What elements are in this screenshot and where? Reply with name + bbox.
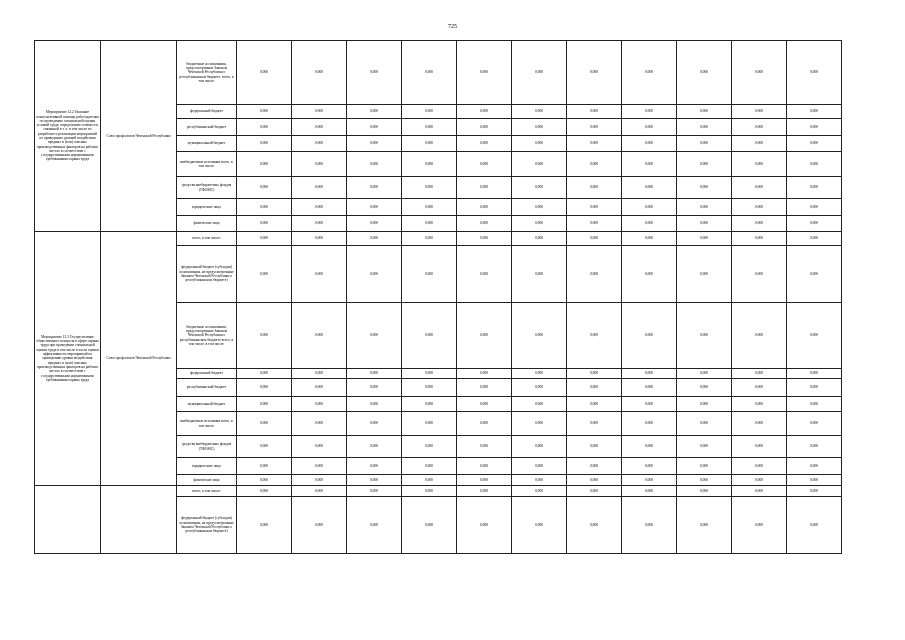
value-cell: 0,000	[237, 136, 292, 152]
value-cell: 0,000	[292, 497, 347, 554]
value-cell: 0,000	[457, 177, 512, 199]
value-cell: 0,000	[237, 152, 292, 177]
value-cell: 0,000	[347, 152, 402, 177]
value-cell: 0,000	[512, 199, 567, 216]
value-cell: 0,000	[567, 379, 622, 397]
value-cell: 0,000	[622, 458, 677, 475]
funding-source-cell: муниципальный бюджет	[177, 397, 237, 412]
value-cell: 0,000	[402, 369, 457, 379]
value-cell: 0,000	[567, 458, 622, 475]
value-cell: 0,000	[622, 105, 677, 119]
value-cell: 0,000	[677, 458, 732, 475]
value-cell: 0,000	[402, 232, 457, 246]
value-cell: 0,000	[567, 246, 622, 303]
value-cell: 0,000	[787, 199, 842, 216]
value-cell: 0,000	[237, 232, 292, 246]
value-cell: 0,000	[622, 303, 677, 369]
value-cell: 0,000	[567, 136, 622, 152]
value-cell: 0,000	[512, 458, 567, 475]
funding-source-cell: физические лица	[177, 216, 237, 232]
funding-source-cell: физические лица	[177, 475, 237, 486]
activity-cell	[35, 486, 101, 554]
value-cell: 0,000	[787, 136, 842, 152]
value-cell: 0,000	[457, 458, 512, 475]
value-cell: 0,000	[292, 397, 347, 412]
value-cell: 0,000	[457, 41, 512, 105]
page-number: 725	[448, 24, 457, 30]
value-cell: 0,000	[622, 397, 677, 412]
value-cell: 0,000	[237, 105, 292, 119]
value-cell: 0,000	[292, 199, 347, 216]
value-cell: 0,000	[787, 475, 842, 486]
value-cell: 0,000	[787, 412, 842, 436]
value-cell: 0,000	[512, 497, 567, 554]
value-cell: 0,000	[567, 412, 622, 436]
value-cell: 0,000	[292, 177, 347, 199]
value-cell: 0,000	[567, 486, 622, 497]
value-cell: 0,000	[787, 41, 842, 105]
value-cell: 0,000	[457, 119, 512, 136]
value-cell: 0,000	[787, 369, 842, 379]
value-cell: 0,000	[402, 199, 457, 216]
value-cell: 0,000	[292, 475, 347, 486]
value-cell: 0,000	[512, 136, 567, 152]
value-cell: 0,000	[402, 105, 457, 119]
value-cell: 0,000	[237, 497, 292, 554]
value-cell: 0,000	[402, 246, 457, 303]
value-cell: 0,000	[622, 379, 677, 397]
funding-source-cell: республиканский бюджет	[177, 379, 237, 397]
value-cell: 0,000	[347, 136, 402, 152]
value-cell: 0,000	[677, 119, 732, 136]
value-cell: 0,000	[457, 379, 512, 397]
value-cell: 0,000	[567, 152, 622, 177]
value-cell: 0,000	[787, 246, 842, 303]
value-cell: 0,000	[787, 232, 842, 246]
value-cell: 0,000	[347, 216, 402, 232]
value-cell: 0,000	[292, 216, 347, 232]
value-cell: 0,000	[622, 232, 677, 246]
funding-source-cell: юридические лица	[177, 458, 237, 475]
value-cell: 0,000	[292, 232, 347, 246]
value-cell: 0,000	[347, 41, 402, 105]
value-cell: 0,000	[457, 412, 512, 436]
funding-source-cell: внебюджетные источники всего, в том числе:	[177, 412, 237, 436]
value-cell: 0,000	[402, 136, 457, 152]
value-cell: 0,000	[347, 486, 402, 497]
table-row	[35, 232, 842, 246]
table-row	[35, 486, 842, 497]
value-cell: 0,000	[457, 232, 512, 246]
value-cell: 0,000	[512, 369, 567, 379]
value-cell: 0,000	[347, 303, 402, 369]
value-cell: 0,000	[347, 199, 402, 216]
value-cell: 0,000	[567, 303, 622, 369]
value-cell: 0,000	[677, 369, 732, 379]
value-cell: 0,000	[787, 397, 842, 412]
value-cell: 0,000	[677, 232, 732, 246]
value-cell: 0,000	[402, 379, 457, 397]
value-cell: 0,000	[347, 232, 402, 246]
value-cell: 0,000	[567, 497, 622, 554]
value-cell: 0,000	[402, 497, 457, 554]
value-cell: 0,000	[622, 177, 677, 199]
value-cell: 0,000	[732, 369, 787, 379]
value-cell: 0,000	[787, 119, 842, 136]
value-cell: 0,000	[732, 475, 787, 486]
value-cell: 0,000	[457, 486, 512, 497]
value-cell: 0,000	[402, 436, 457, 458]
value-cell: 0,000	[402, 152, 457, 177]
value-cell: 0,000	[787, 436, 842, 458]
value-cell: 0,000	[787, 216, 842, 232]
value-cell: 0,000	[732, 152, 787, 177]
value-cell: 0,000	[457, 199, 512, 216]
value-cell: 0,000	[512, 379, 567, 397]
value-cell: 0,000	[457, 397, 512, 412]
value-cell: 0,000	[677, 177, 732, 199]
value-cell: 0,000	[237, 379, 292, 397]
value-cell: 0,000	[787, 105, 842, 119]
funding-source-cell: всего, в том числе:	[177, 232, 237, 246]
value-cell: 0,000	[567, 475, 622, 486]
value-cell: 0,000	[622, 199, 677, 216]
value-cell: 0,000	[677, 475, 732, 486]
value-cell: 0,000	[787, 486, 842, 497]
value-cell: 0,000	[347, 458, 402, 475]
value-cell: 0,000	[457, 152, 512, 177]
value-cell: 0,000	[457, 475, 512, 486]
funding-source-cell: бюджетные ассигнования, предусмотренные Законом Чеченской Республики о республиканском бюджете, всего, в том числе:	[177, 41, 237, 105]
value-cell: 0,000	[292, 152, 347, 177]
value-cell: 0,000	[457, 436, 512, 458]
funding-source-cell: внебюджетные источники всего, в том числе:	[177, 152, 237, 177]
value-cell: 0,000	[732, 303, 787, 369]
funding-source-cell: федеральный бюджет	[177, 369, 237, 379]
value-cell: 0,000	[512, 177, 567, 199]
funding-source-cell: республиканский бюджет	[177, 119, 237, 136]
value-cell: 0,000	[677, 246, 732, 303]
funding-source-cell: федеральный бюджет	[177, 105, 237, 119]
value-cell: 0,000	[292, 436, 347, 458]
value-cell: 0,000	[567, 436, 622, 458]
value-cell: 0,000	[237, 199, 292, 216]
value-cell: 0,000	[292, 458, 347, 475]
value-cell: 0,000	[512, 397, 567, 412]
value-cell: 0,000	[677, 105, 732, 119]
value-cell: 0,000	[512, 119, 567, 136]
value-cell: 0,000	[347, 412, 402, 436]
funding-source-cell: муниципальный бюджет	[177, 136, 237, 152]
executor-cell: Союз профсоюзов Чеченской Республики	[101, 41, 177, 232]
value-cell: 0,000	[347, 475, 402, 486]
value-cell: 0,000	[292, 119, 347, 136]
value-cell: 0,000	[292, 369, 347, 379]
value-cell: 0,000	[677, 497, 732, 554]
value-cell: 0,000	[787, 458, 842, 475]
value-cell: 0,000	[292, 246, 347, 303]
value-cell: 0,000	[237, 436, 292, 458]
value-cell: 0,000	[237, 216, 292, 232]
value-cell: 0,000	[567, 41, 622, 105]
funding-source-cell: всего, в том числе:	[177, 486, 237, 497]
value-cell: 0,000	[677, 397, 732, 412]
value-cell: 0,000	[402, 177, 457, 199]
value-cell: 0,000	[292, 41, 347, 105]
value-cell: 0,000	[732, 458, 787, 475]
value-cell: 0,000	[677, 303, 732, 369]
value-cell: 0,000	[677, 486, 732, 497]
value-cell: 0,000	[292, 136, 347, 152]
value-cell: 0,000	[402, 216, 457, 232]
value-cell: 0,000	[732, 232, 787, 246]
value-cell: 0,000	[347, 379, 402, 397]
value-cell: 0,000	[677, 216, 732, 232]
value-cell: 0,000	[622, 436, 677, 458]
value-cell: 0,000	[457, 497, 512, 554]
value-cell: 0,000	[512, 216, 567, 232]
value-cell: 0,000	[567, 199, 622, 216]
value-cell: 0,000	[402, 412, 457, 436]
value-cell: 0,000	[237, 119, 292, 136]
value-cell: 0,000	[732, 216, 787, 232]
value-cell: 0,000	[732, 486, 787, 497]
value-cell: 0,000	[567, 177, 622, 199]
value-cell: 0,000	[732, 119, 787, 136]
executor-cell: Союз профсоюзов Чеченской Республики	[101, 232, 177, 486]
value-cell: 0,000	[732, 497, 787, 554]
value-cell: 0,000	[237, 412, 292, 436]
value-cell: 0,000	[237, 458, 292, 475]
value-cell: 0,000	[677, 136, 732, 152]
value-cell: 0,000	[512, 152, 567, 177]
value-cell: 0,000	[347, 119, 402, 136]
value-cell: 0,000	[512, 303, 567, 369]
value-cell: 0,000	[457, 105, 512, 119]
value-cell: 0,000	[622, 497, 677, 554]
value-cell: 0,000	[567, 232, 622, 246]
value-cell: 0,000	[237, 246, 292, 303]
value-cell: 0,000	[732, 246, 787, 303]
value-cell: 0,000	[732, 397, 787, 412]
value-cell: 0,000	[622, 136, 677, 152]
value-cell: 0,000	[787, 497, 842, 554]
value-cell: 0,000	[732, 41, 787, 105]
value-cell: 0,000	[622, 119, 677, 136]
value-cell: 0,000	[457, 369, 512, 379]
value-cell: 0,000	[787, 152, 842, 177]
value-cell: 0,000	[457, 136, 512, 152]
value-cell: 0,000	[622, 486, 677, 497]
value-cell: 0,000	[622, 41, 677, 105]
value-cell: 0,000	[292, 486, 347, 497]
funding-source-cell: бюджетные ассигнования, предусмотренные Законом Чеченской Республики о республиканском бюджете всего, в том числе, в том числе:	[177, 303, 237, 369]
value-cell: 0,000	[622, 369, 677, 379]
value-cell: 0,000	[292, 379, 347, 397]
value-cell: 0,000	[677, 436, 732, 458]
value-cell: 0,000	[677, 199, 732, 216]
funding-source-cell: федеральный бюджет (субсидии) ассигнования, не предусмотренные Законом Чеченской Республики о республиканском бюджете)	[177, 497, 237, 554]
value-cell: 0,000	[237, 475, 292, 486]
value-cell: 0,000	[402, 119, 457, 136]
value-cell: 0,000	[567, 397, 622, 412]
value-cell: 0,000	[622, 475, 677, 486]
value-cell: 0,000	[347, 436, 402, 458]
value-cell: 0,000	[622, 412, 677, 436]
value-cell: 0,000	[567, 216, 622, 232]
funding-source-cell: средства внебюджетных фондов (ТФОМС)	[177, 177, 237, 199]
value-cell: 0,000	[677, 379, 732, 397]
value-cell: 0,000	[512, 486, 567, 497]
value-cell: 0,000	[402, 397, 457, 412]
value-cell: 0,000	[512, 41, 567, 105]
table-row	[35, 41, 842, 105]
value-cell: 0,000	[567, 105, 622, 119]
value-cell: 0,000	[347, 105, 402, 119]
value-cell: 0,000	[512, 436, 567, 458]
value-cell: 0,000	[347, 177, 402, 199]
value-cell: 0,000	[237, 397, 292, 412]
value-cell: 0,000	[512, 475, 567, 486]
value-cell: 0,000	[512, 105, 567, 119]
value-cell: 0,000	[237, 41, 292, 105]
funding-source-cell: средства внебюджетных фондов (ТФОМС)	[177, 436, 237, 458]
value-cell: 0,000	[512, 246, 567, 303]
value-cell: 0,000	[347, 397, 402, 412]
value-cell: 0,000	[732, 177, 787, 199]
value-cell: 0,000	[237, 303, 292, 369]
value-cell: 0,000	[567, 119, 622, 136]
value-cell: 0,000	[292, 412, 347, 436]
value-cell: 0,000	[347, 369, 402, 379]
funding-source-cell: федеральный бюджет (субсидии) ассигнования, не предусмотренные Законом Чеченской Республики о республиканском бюджете)	[177, 246, 237, 303]
value-cell: 0,000	[402, 41, 457, 105]
value-cell: 0,000	[402, 486, 457, 497]
activity-cell: Мероприятие 12.3 Осуществление общественного контроля в сфере охраны труда при проведении специальной оценки труда в том числе в части оценки эффективности мероприятий по приведению уровня воздействия вредных и (или) опасных производственных факторов на рабочих местах в соответствие с государственными нормативными требованиями охраны труда	[35, 232, 101, 486]
value-cell: 0,000	[677, 412, 732, 436]
value-cell: 0,000	[677, 152, 732, 177]
value-cell: 0,000	[402, 475, 457, 486]
value-cell: 0,000	[622, 216, 677, 232]
value-cell: 0,000	[347, 246, 402, 303]
value-cell: 0,000	[457, 303, 512, 369]
activity-cell: Мероприятие 12.2 Оказание консультативной помощи работодателям по проведению специальной оценки условий труда, определению стоимости, связанной в т. ч. в том числе по разработке и реализации мероприятий по приведению уровней воздействия вредных и (или) опасных производственных факторов на рабочих местах в соответствие с государственными нормативными требованиями охраны труда	[35, 41, 101, 232]
budget-table	[34, 40, 842, 554]
value-cell: 0,000	[732, 105, 787, 119]
value-cell: 0,000	[732, 199, 787, 216]
value-cell: 0,000	[237, 369, 292, 379]
value-cell: 0,000	[622, 246, 677, 303]
value-cell: 0,000	[457, 216, 512, 232]
value-cell: 0,000	[732, 379, 787, 397]
value-cell: 0,000	[237, 486, 292, 497]
value-cell: 0,000	[347, 497, 402, 554]
value-cell: 0,000	[787, 177, 842, 199]
value-cell: 0,000	[622, 152, 677, 177]
value-cell: 0,000	[732, 412, 787, 436]
value-cell: 0,000	[567, 369, 622, 379]
value-cell: 0,000	[512, 232, 567, 246]
value-cell: 0,000	[402, 458, 457, 475]
value-cell: 0,000	[512, 412, 567, 436]
executor-cell	[101, 486, 177, 554]
value-cell: 0,000	[292, 105, 347, 119]
value-cell: 0,000	[237, 177, 292, 199]
value-cell: 0,000	[732, 436, 787, 458]
value-cell: 0,000	[402, 303, 457, 369]
value-cell: 0,000	[457, 246, 512, 303]
funding-source-cell: юридические лица	[177, 199, 237, 216]
value-cell: 0,000	[787, 379, 842, 397]
value-cell: 0,000	[292, 303, 347, 369]
value-cell: 0,000	[732, 136, 787, 152]
value-cell: 0,000	[787, 303, 842, 369]
value-cell: 0,000	[677, 41, 732, 105]
